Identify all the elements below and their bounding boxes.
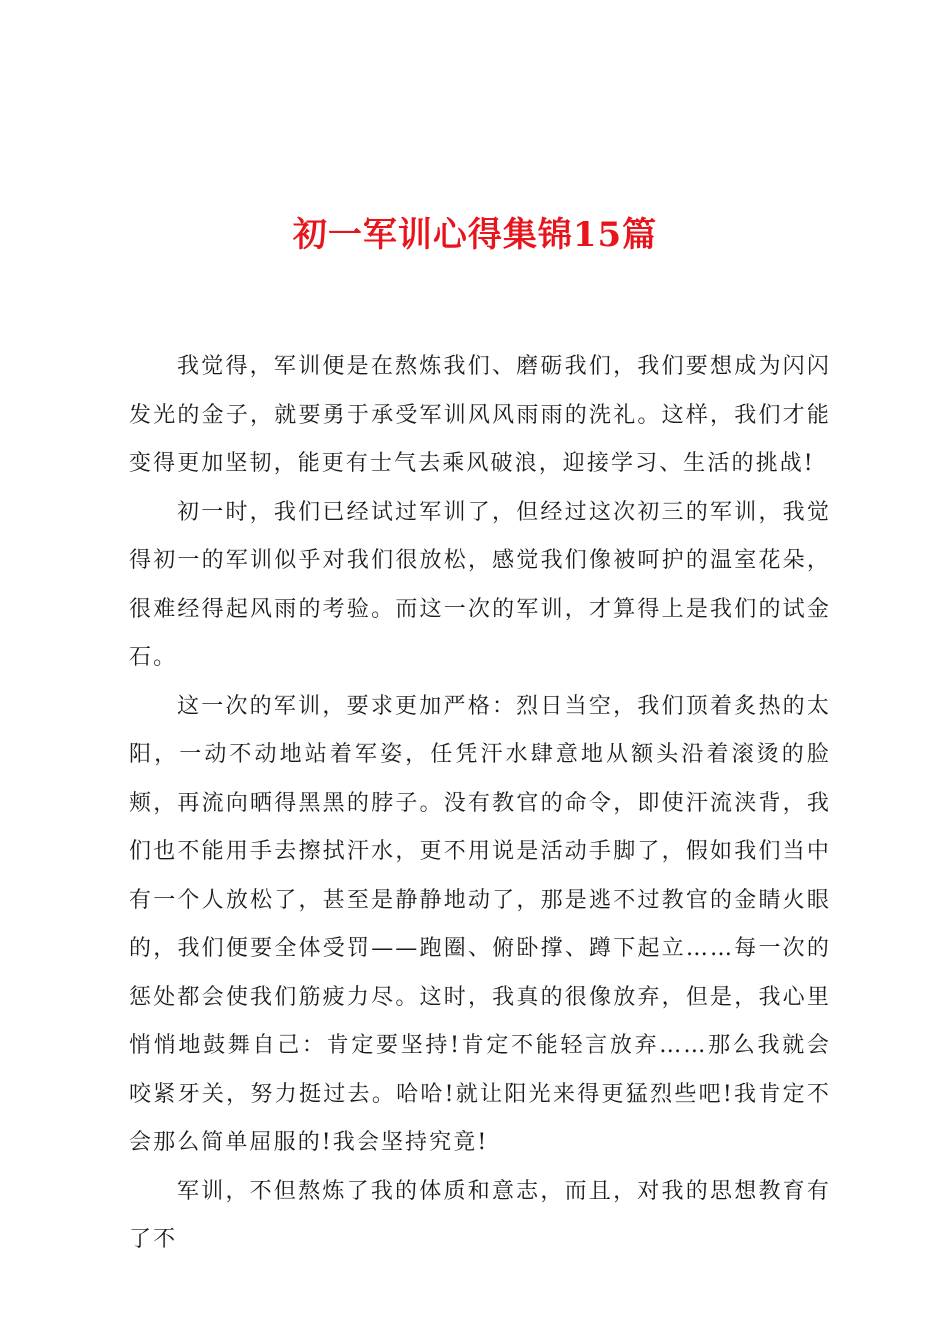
paragraph: 我觉得，军训便是在熬炼我们、磨砺我们，我们要想成为闪闪发光的金子，就要勇于承受军训风风雨雨的洗礼。这样，我们才能变得更加坚韧，能更有士气去乘风破浪，迎接学习、生活的挑战! bbox=[129, 354, 831, 476]
document-body bbox=[129, 343, 831, 1265]
paragraph: 军训，不但熬炼了我的体质和意志，而且，对我的思想教育有了不 bbox=[129, 1178, 831, 1252]
document-title: 初一军训心得集锦15篇 bbox=[292, 215, 658, 255]
paragraph: 这一次的军训，要求更加严格：烈日当空，我们顶着炙热的太阳，一动不动地站着军姿，任凭汗水肆意地从额头沿着滚烫的脸颊，再流向晒得黑黑的脖子。没有教官的命令，即使汗流浃背，我们也不能用手去擦拭汗水，更不用说是活动手脚了，假如我们当中有一个人放松了，甚至是静静地动了，那是逃不过教官的金睛火眼的，我们便要全体受罚——跑圈、俯卧撑、蹲下起立……每一次的惩处都会使我们筋疲力尽。这时，我真的很像放弃，但是，我心里悄悄地鼓舞自己：肯定要坚持!肯定不能轻言放弃……那么我就会咬紧牙关，努力挺过去。哈哈!就让阳光来得更猛烈些吧!我肯定不会那么简单屈服的!我会坚持究竟! bbox=[129, 693, 831, 1155]
paragraph: 初一时，我们已经试过军训了，但经过这次初三的军训，我觉得初一的军训似乎对我们很放松，感觉我们像被呵护的温室花朵，很难经得起风雨的考验。而这一次的军训，才算得上是我们的试金石。 bbox=[129, 499, 831, 670]
